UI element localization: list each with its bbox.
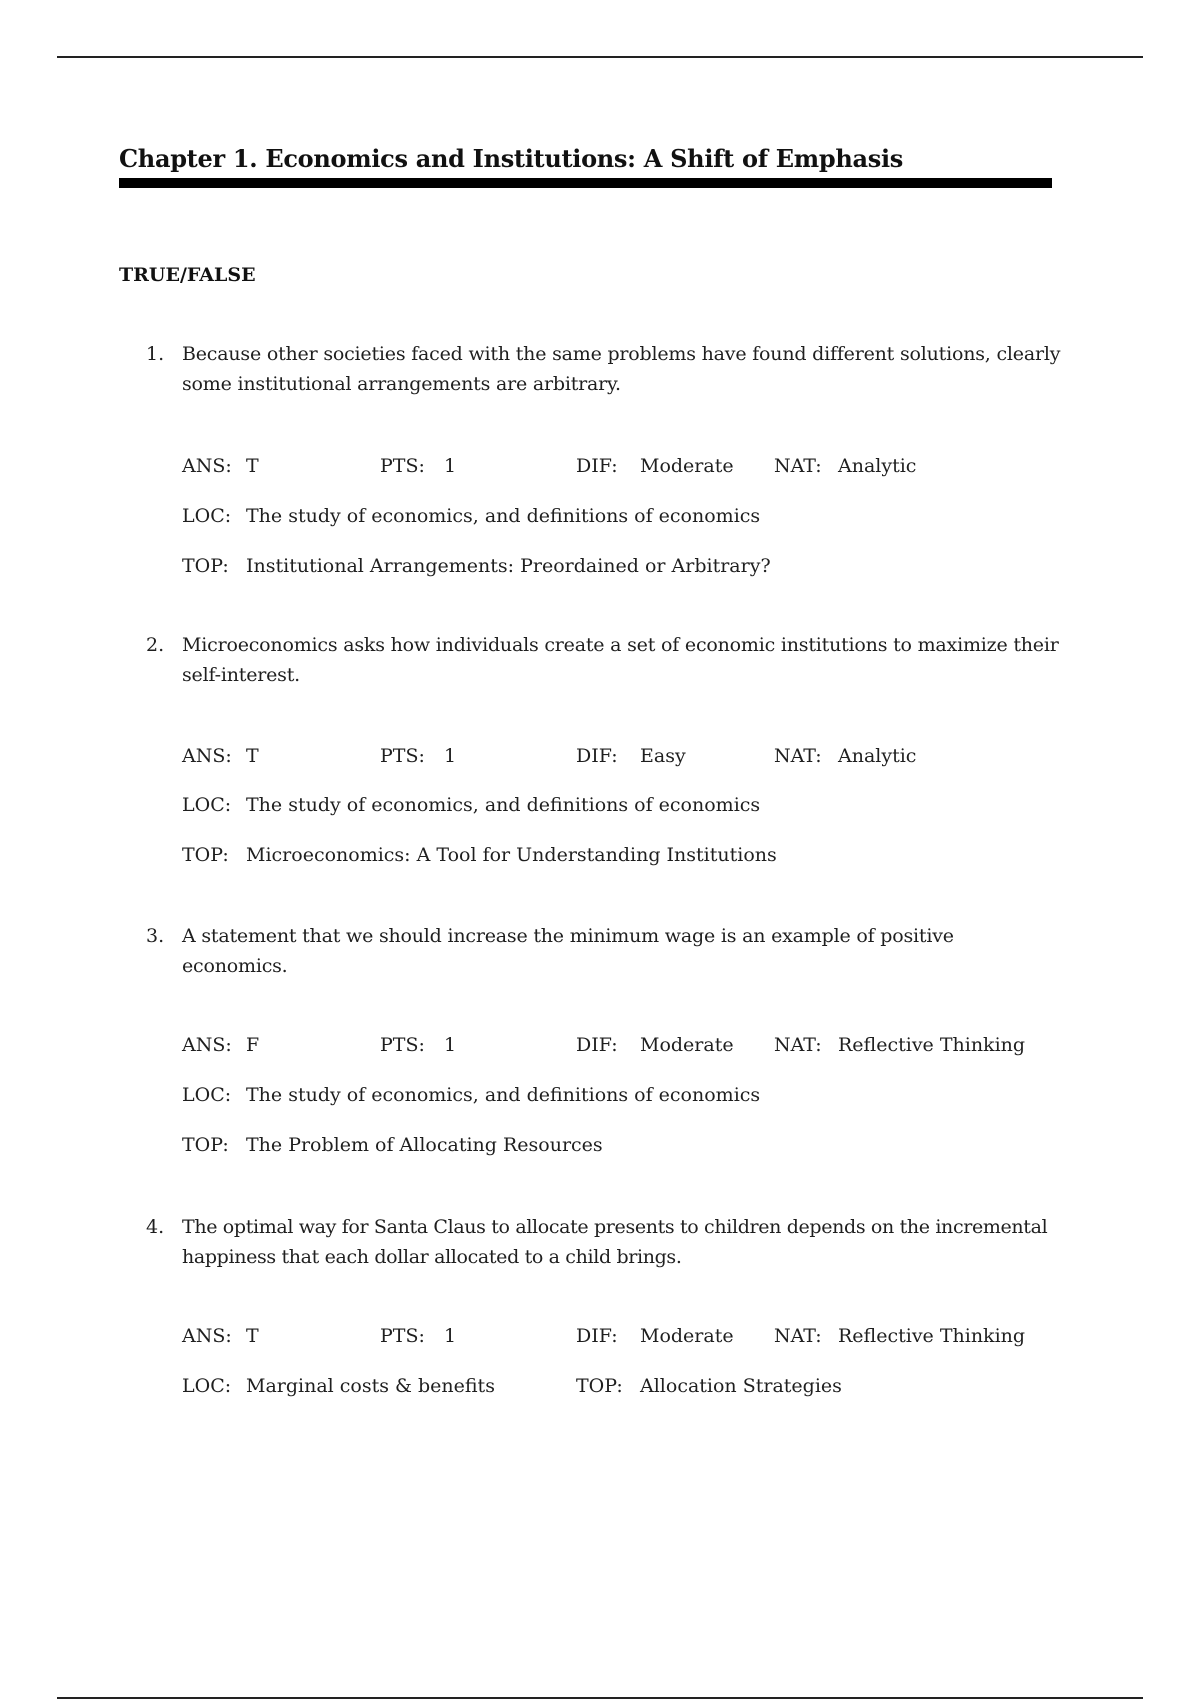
top-line xyxy=(0,551,1200,581)
pts-label: PTS: xyxy=(380,745,425,767)
loc-label: LOC: xyxy=(182,1375,232,1397)
ans-label: ANS: xyxy=(182,1325,232,1347)
ans-value: T xyxy=(246,745,259,767)
answer-line xyxy=(0,451,1200,481)
loc-line xyxy=(0,501,1200,531)
dif-value: Moderate xyxy=(640,1034,734,1056)
top-value: The Problem of Allocating Resources xyxy=(246,1134,603,1156)
top-label: TOP: xyxy=(182,555,229,577)
pts-value: 1 xyxy=(444,1034,457,1056)
dif-label: DIF: xyxy=(576,1034,618,1056)
question-number: 1. xyxy=(146,343,165,365)
loc-label: LOC: xyxy=(182,794,232,816)
question-text: The optimal way for Santa Claus to allocate presents to children depends on the incremental happiness that each dollar allocated to a child brings. xyxy=(182,1216,1048,1268)
top-line xyxy=(0,1130,1200,1160)
loc-value: The study of economics, and definitions of economics xyxy=(246,505,761,527)
dif-value: Moderate xyxy=(640,1325,734,1347)
nat-value: Analytic xyxy=(838,745,917,767)
question-number: 3. xyxy=(146,925,165,947)
top-label: TOP: xyxy=(576,1375,623,1397)
question-1 xyxy=(0,339,1200,579)
question-number: 4. xyxy=(146,1216,165,1238)
loc-line xyxy=(0,1080,1200,1110)
loc-value: Marginal costs & benefits xyxy=(246,1375,495,1397)
nat-value: Reflective Thinking xyxy=(838,1034,1026,1056)
question-text: A statement that we should increase the minimum wage is an example of positive economics. xyxy=(182,925,954,977)
loc-top-line xyxy=(0,1371,1200,1401)
ans-value: F xyxy=(246,1034,260,1056)
ans-label: ANS: xyxy=(182,455,232,477)
answer-line xyxy=(0,1030,1200,1060)
question-text: Because other societies faced with the same problems have found different solutions, clearly some institutional arrangements are arbitrary. xyxy=(182,343,1061,395)
bottom-rule xyxy=(57,1697,1143,1699)
dif-value: Easy xyxy=(640,745,686,767)
top-value: Microeconomics: A Tool for Understanding Institutions xyxy=(246,844,777,866)
answer-line xyxy=(0,1321,1200,1351)
pts-value: 1 xyxy=(444,455,457,477)
loc-value: The study of economics, and definitions of economics xyxy=(246,794,761,816)
ans-value: T xyxy=(246,1325,259,1347)
top-label: TOP: xyxy=(182,1134,229,1156)
nat-value: Reflective Thinking xyxy=(838,1325,1026,1347)
dif-label: DIF: xyxy=(576,745,618,767)
pts-label: PTS: xyxy=(380,1325,425,1347)
section-heading: TRUE/FALSE xyxy=(119,264,256,286)
nat-value: Analytic xyxy=(838,455,917,477)
top-line xyxy=(0,840,1200,870)
loc-label: LOC: xyxy=(182,1084,232,1106)
ans-value: T xyxy=(246,455,259,477)
ans-label: ANS: xyxy=(182,745,232,767)
question-number: 2. xyxy=(146,634,165,656)
nat-label: NAT: xyxy=(774,745,822,767)
pts-value: 1 xyxy=(444,745,457,767)
question-4 xyxy=(0,1212,1200,1412)
loc-value: The study of economics, and definitions of economics xyxy=(246,1084,761,1106)
question-2 xyxy=(0,630,1200,870)
pts-label: PTS: xyxy=(380,455,425,477)
top-label: TOP: xyxy=(182,844,229,866)
loc-label: LOC: xyxy=(182,505,232,527)
question-text: Microeconomics asks how individuals create a set of economic institutions to maximize their self-interest. xyxy=(182,634,1059,686)
top-rule xyxy=(57,56,1143,58)
dif-value: Moderate xyxy=(640,455,734,477)
title-underline-bar xyxy=(119,178,1052,188)
top-value: Institutional Arrangements: Preordained or Arbitrary? xyxy=(246,555,771,577)
question-3 xyxy=(0,921,1200,1161)
nat-label: NAT: xyxy=(774,1034,822,1056)
nat-label: NAT: xyxy=(774,1325,822,1347)
nat-label: NAT: xyxy=(774,455,822,477)
answer-line xyxy=(0,741,1200,771)
chapter-title: Chapter 1. Economics and Institutions: A Shift of Emphasis xyxy=(119,144,903,173)
ans-label: ANS: xyxy=(182,1034,232,1056)
pts-value: 1 xyxy=(444,1325,457,1347)
loc-line xyxy=(0,790,1200,820)
dif-label: DIF: xyxy=(576,1325,618,1347)
pts-label: PTS: xyxy=(380,1034,425,1056)
top-value: Allocation Strategies xyxy=(640,1375,842,1397)
dif-label: DIF: xyxy=(576,455,618,477)
